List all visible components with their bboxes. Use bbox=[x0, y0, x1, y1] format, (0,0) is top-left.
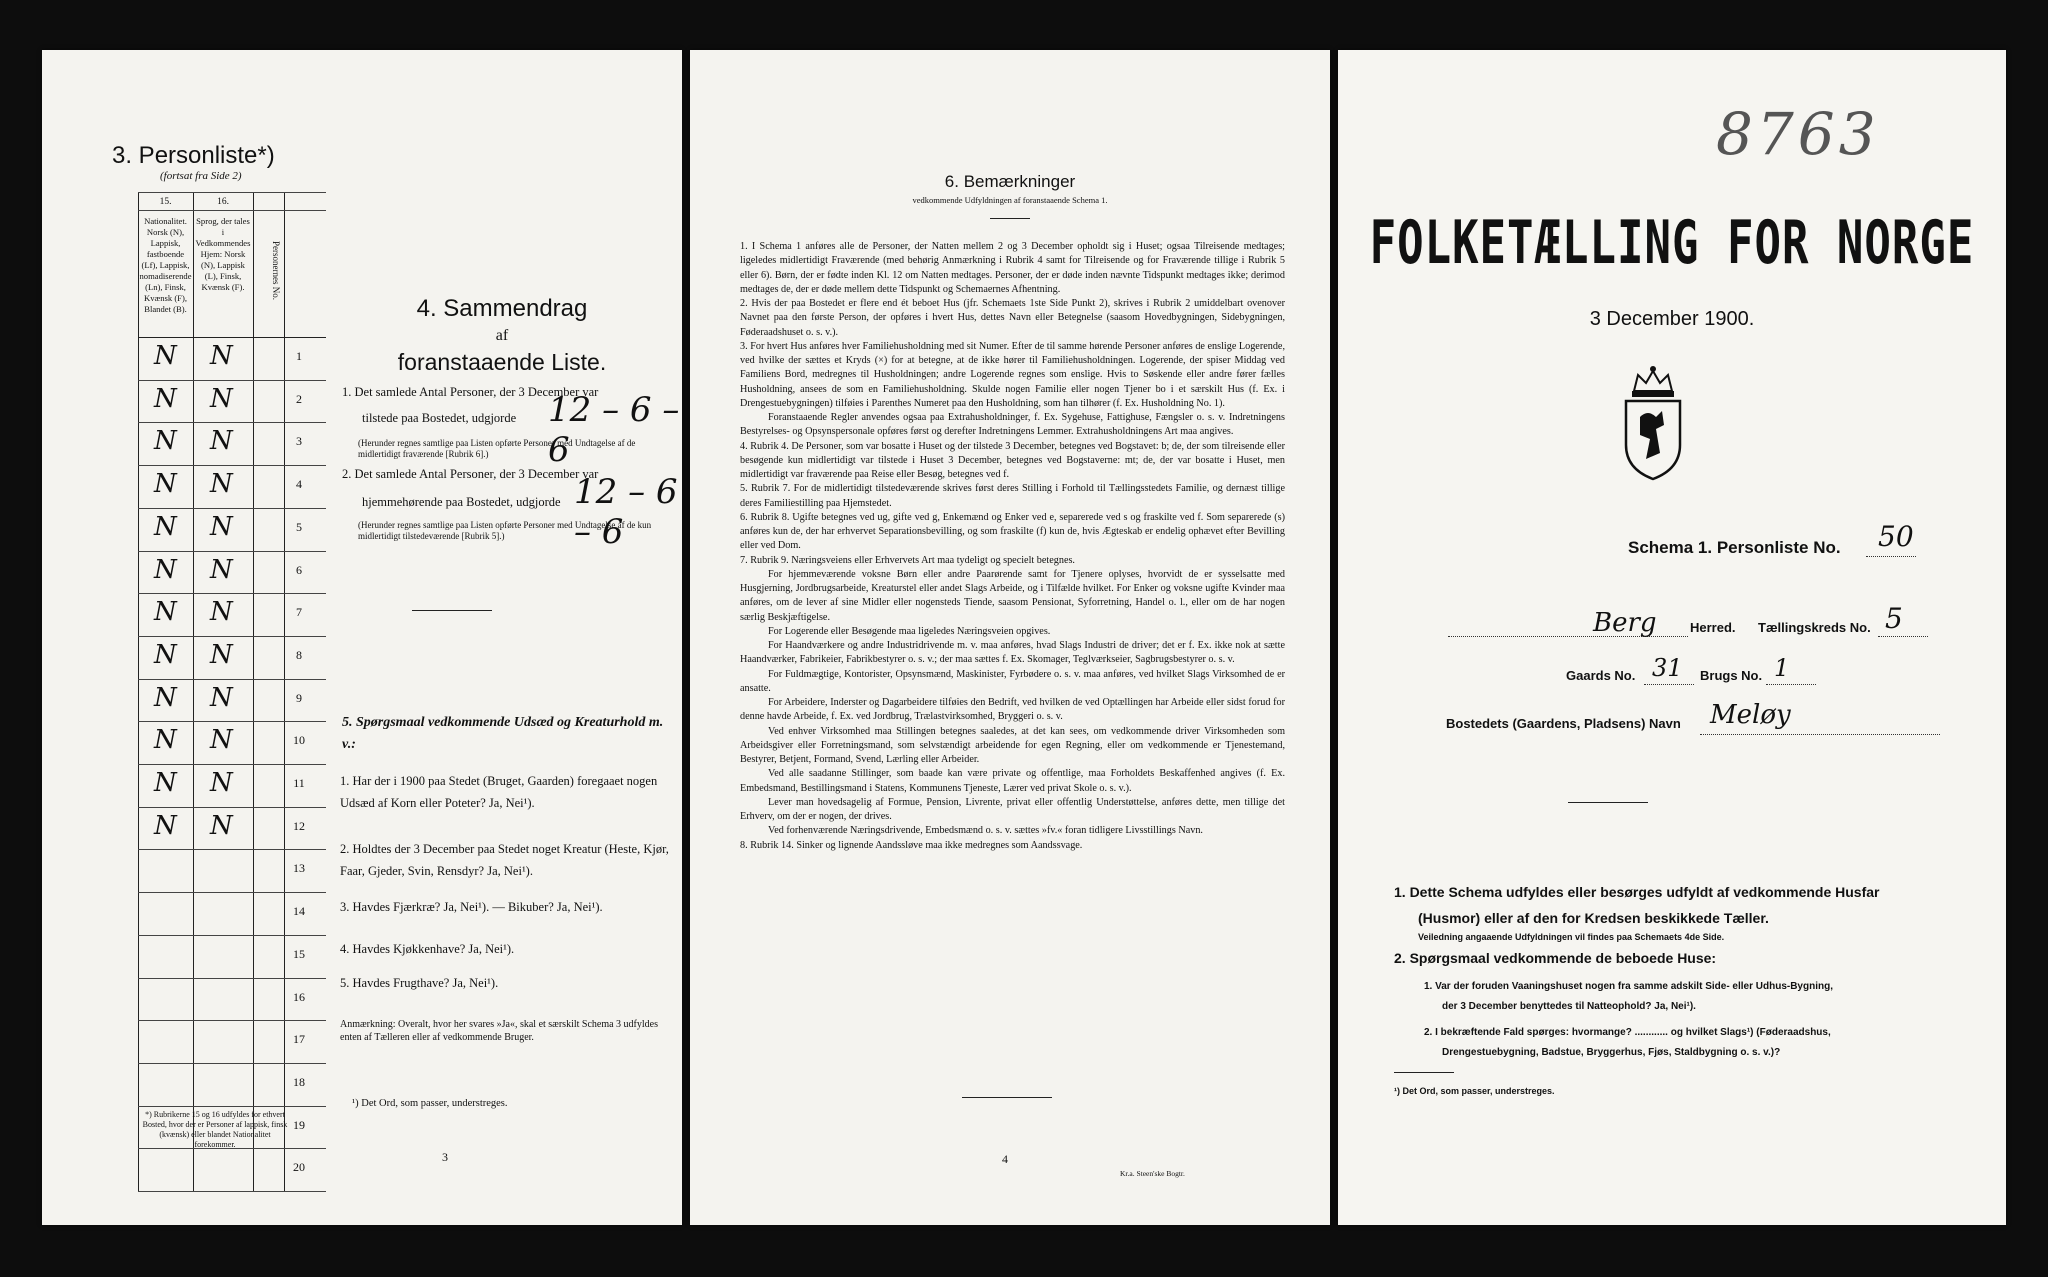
section4-title: 4. Sammendrag bbox=[416, 295, 588, 322]
remark-paragraph: Foranstaaende Regler anvendes ogsaa paa Extrahusholdninger, f. Ex. Sygehuse, Fattighuse, Fængsler o. s. v. Indretningens Bestyrelses- og Opsynspersonale opføres først og derefter Indretningens Lemmer. Extrahusholdningens Art maa angives. bbox=[740, 412, 1285, 438]
remark-paragraph: For Logerende eller Besøgende maa ligeledes Næringsveien opgives. bbox=[768, 625, 1051, 637]
cover-page bbox=[1338, 50, 2006, 1225]
row-number: 6 bbox=[296, 562, 302, 577]
nationality-mark: N bbox=[154, 511, 177, 542]
end-rule bbox=[962, 1097, 1052, 1098]
nationality-mark: N bbox=[154, 639, 177, 670]
archive-number-stamp: 8763 bbox=[1716, 100, 1880, 168]
row-number: 13 bbox=[293, 861, 305, 876]
instruction-2: 2. Spørgsmaal vedkommende de beboede Huse: bbox=[1394, 950, 1717, 966]
remark-paragraph: 3. For hvert Hus anføres hver Familiehusholdning med sit Numer. Efter de til samme hørende Personer anføres de enslige Logerende, ved hvilke der sættes et Kryds (×) for at betegne, at de ikke hører til Familiehusholdningen. Logerende, der spiser Middag ved Familiens Bord, medregnes til Husholdningen; andre Logerende regnes som enslige. Hvis to Søskende eller andre fører fælles Husholdning, ansees de som en Familiehusholdning. Skulde nogen Familie eller nogen Tjener bo i et særskilt Hus (f. Ex. i Drengestuebygningen) tilføies i Parenthes Numeret paa den Husholdning, som han tilhører (f. Ex. Husholdning No. 1). bbox=[740, 340, 1285, 409]
language-mark: N bbox=[210, 383, 233, 414]
language-mark: N bbox=[210, 426, 233, 457]
remarks-title: 6. Bemærkninger bbox=[944, 172, 1076, 191]
question-1: 1. Har der i 1900 paa Stedet (Bruget, Gaarden) foregaaet nogen Udsæd af Korn eller Poteter? Ja, Nei¹). bbox=[340, 774, 658, 810]
row-number: 17 bbox=[293, 1032, 305, 1047]
language-mark: N bbox=[210, 810, 233, 841]
row-number: 18 bbox=[293, 1074, 305, 1089]
remark-paragraph: 6. Rubrik 8. Ugifte betegnes ved ug, gifte ved g, Enkemænd og Enker ved e, separerede ved s og fraskilte ved f. Som separerede (s) anføres kun de, der har erhvervet Separationsbevilling, og som fraskilte (f) kun de, hvis Ægteskab er endelig ophævet efter Bevilling eller ved Dom. bbox=[740, 511, 1285, 552]
kreds-label: Tællingskreds No. bbox=[1758, 620, 1871, 635]
item1-line-a: 1. Det samlede Antal Personer, der 3 December var bbox=[342, 385, 599, 399]
language-mark: N bbox=[210, 511, 233, 542]
question-2: 2. Holdtes der 3 December paa Stedet noget Kreatur (Heste, Kjør, Faar, Gjeder, Svin, Rensdyr? Ja, Nei¹). bbox=[340, 842, 669, 878]
instruction-2-q1b: der 3 December benyttedes til Natteophold? Ja, Nei¹). bbox=[1442, 1001, 1696, 1012]
row-number: 9 bbox=[296, 690, 302, 705]
herred-label: Herred. bbox=[1690, 620, 1736, 635]
remark-paragraph: For Haandværkere og andre Industridrivende m. v. maa anføres, hvad Slags Industri de driver; det er f. Ex. ikke nok at sætte Haandværker, Fabrikeier, Fabrikbestyrer o. s. v.; der maa sættes f. Ex. Skomager, Teglværkseier, Sagbrugsbestyrer o. s. v. bbox=[740, 640, 1285, 666]
section5-title: 5. Spørgsmaal vedkommende Udsæd og Kreaturhold m. v.: bbox=[342, 715, 664, 752]
printer-note: Kr.a. Steen'ske Bogtr. bbox=[1120, 1169, 1185, 1178]
language-mark: N bbox=[210, 554, 233, 585]
page-number: 4 bbox=[1002, 1152, 1008, 1166]
row-number: 2 bbox=[296, 391, 302, 406]
anmaerkning: Anmærkning: Overalt, hvor her svares »Ja«, skal et særskilt Schema 3 udfyldes enten af Tælleren eller af vedkommende Bruger. bbox=[340, 1019, 658, 1043]
remark-paragraph: 7. Rubrik 9. Næringsveiens eller Erhvervets Art maa tydeligt og specielt betegnes. bbox=[740, 554, 1075, 566]
item1-line-b: tilstede paa Bostedet, udgjorde bbox=[362, 411, 517, 425]
norway-coat-of-arms-icon bbox=[1616, 365, 1690, 483]
language-mark: N bbox=[210, 768, 233, 798]
language-mark: N bbox=[210, 639, 233, 670]
gaards-number-value: 31 bbox=[1652, 654, 1683, 682]
item2-note: (Herunder regnes samtlige paa Listen opførte Personer med Undtagelse af de kun midlertidigt tilstedeværende [Rubrik 5].) bbox=[358, 520, 652, 541]
remark-paragraph: 5. Rubrik 7. For de midlertidigt tilstedeværende skrives først deres Stilling i Forhold til Tællingsstedets Familie, og dernæst tillige deres Familiestilling paa Hjemstedet. bbox=[740, 483, 1285, 509]
row-number: 10 bbox=[293, 733, 305, 748]
row-number: 16 bbox=[293, 989, 305, 1004]
instruction-1b: (Husmor) eller af den for Kredsen beskikkede Tæller. bbox=[1418, 910, 1769, 926]
nationality-mark: N bbox=[154, 725, 177, 756]
language-mark: N bbox=[210, 341, 233, 371]
remarks-subtitle: vedkommende Udfyldningen af foranstaaende Schema 1. bbox=[912, 195, 1108, 205]
remark-paragraph: For Arbeidere, Inderster og Dagarbeidere tilføies den Bedrift, ved hvilken de ved Optællingen har Arbeide eller sidst forud for denne havde Arbeide, f. Ex. ved Jordbrug, Trælastvirksomhed, Bryggeri o. s. v. bbox=[740, 697, 1285, 723]
row-number: 20 bbox=[293, 1160, 305, 1175]
remark-paragraph: 4. Rubrik 4. De Personer, som var bosatte i Huset og der tilstede 3 December, betegnes ved Bogstavet: b; de, der som tilreisende eller besøgende kun midlertidigt var tilstede i Huset 3 December, betegnes ved Bogstaverne: mt; de, der var bosatte i Huset, men midlertidigt var fraværende paa Reise eller Besøg, betegnes ved f. bbox=[740, 440, 1285, 480]
gaards-label: Gaards No. bbox=[1566, 668, 1636, 683]
item2-line-b: hjemmehørende paa Bostedet, udgjorde bbox=[362, 495, 561, 509]
remark-paragraph: Ved forhenværende Næringsdrivende, Embedsmænd o. s. v. sættes »fv.« foran tidligere Livsstillings Navn. bbox=[768, 825, 1203, 837]
section4-heading bbox=[352, 295, 652, 376]
col16-number: 16. bbox=[217, 197, 229, 207]
remark-paragraph: 1. I Schema 1 anføres alle de Personer, der Natten mellem 2 og 3 December opholdt sig i Huset; ogsaa Tilreisende medtages; ligeledes midlertidigt Fraværende (med behørig Anmærkning i Rubrik 4 samt for Tilreisende og for Fraværende tillige i Rubrik 5 eller 6). Børn, der er fødte inden Kl. 12 om Natten medtages. Personer, der er døde inden nævnte Tidspunkt medtages ikke; derimod medtages de, der er døde mellem dette Tidspunkt og Schemaernes Afhentning. bbox=[740, 241, 1285, 295]
remark-paragraph: For Fuldmægtige, Kontorister, Opsynsmænd, Maskinister, Fyrbødere o. s. v. maa anføres, ved hvilket Slags Virksomhed de er ansatte. bbox=[740, 668, 1285, 694]
remark-paragraph: 8. Rubrik 14. Sinker og lignende Aandssløve maa ikke medregnes som Aandssvage. bbox=[740, 839, 1083, 851]
col16-header: Sprog, der tales i Vedkommendes Hjem: Norsk (N), Lappisk (L), Finsk, Kvænsk (F). bbox=[195, 216, 251, 292]
nationality-mark: N bbox=[154, 554, 177, 585]
census-title: FOLKETÆLLING FOR NORGE bbox=[1369, 209, 1975, 278]
nationality-mark: N bbox=[154, 768, 177, 798]
remarks-text bbox=[740, 240, 1285, 853]
remark-paragraph: Lever man hovedsagelig af Formue, Pension, Livrente, privat eller offentlig Understøttelse, anføres dette, men tillige det Erhverv, om der er nogen, der drives. bbox=[740, 796, 1285, 822]
table-footnote: *) Rubrikerne 15 og 16 udfyldes for ethvert Bosted, hvor der er Personer af lappisk, finsk (kvænsk) eller blandet Nationalitet forekommer. bbox=[142, 1110, 288, 1149]
remark-paragraph: For hjemmeværende voksne Børn eller andre Paarørende samt for Tjenere oplyses, hvorvidt de er sysselsatte med Husgjerning, Jordbrugsarbeide, Kreaturstel eller andet Slags Arbeide, og i Tilfælde hvilket. For Enker og voksne ugifte Kvinder maa anføres, om de lever af sine Midler eller nogensteds Tiende, saasom Pensionat, Syforretning, Handel o. l., eller om de har nogen særlig Beskjæftigelse. bbox=[740, 568, 1285, 623]
nationality-mark: N bbox=[154, 469, 177, 500]
persons-no-header: Personernes No. bbox=[271, 240, 281, 300]
remark-paragraph: Ved alle saadanne Stillinger, som baade kan være private og offentlige, maa Forholdets Beskaffenhed angives (f. Ex. Embedsmand, Bestillingsmand i Statens, Kommunens Tjeneste, Lærer ved privat Skole o. s. v.). bbox=[740, 768, 1285, 794]
item2-handwritten-value: 12 – 6 – 6 bbox=[574, 472, 678, 552]
row-number: 12 bbox=[293, 818, 305, 833]
nationality-table bbox=[138, 192, 326, 1192]
col15-number: 15. bbox=[159, 197, 172, 207]
language-mark: N bbox=[210, 682, 233, 713]
item1-handwritten-value: 12 – 6 – 6 bbox=[548, 390, 680, 470]
divider bbox=[1568, 802, 1648, 803]
question-5: 5. Havdes Frugthave? Ja, Nei¹). bbox=[340, 976, 499, 990]
page-number: 3 bbox=[442, 1150, 448, 1164]
row-number: 19 bbox=[293, 1117, 305, 1132]
nationality-mark: N bbox=[154, 597, 177, 628]
census-date: 3 December 1900. bbox=[1589, 308, 1755, 330]
question-4: 4. Havdes Kjøkkenhave? Ja, Nei¹). bbox=[340, 942, 515, 956]
middle-page bbox=[690, 50, 1330, 1225]
instruction-1c: Veiledning angaaende Udfyldningen vil findes paa Schemaets 4de Side. bbox=[1418, 932, 1725, 942]
kreds-number-value: 5 bbox=[1885, 602, 1903, 635]
instruction-1a: 1. Dette Schema udfyldes eller besørges udfyldt af vedkommende Husfar bbox=[1394, 884, 1880, 900]
row-number: 3 bbox=[296, 434, 302, 449]
title-rule bbox=[990, 218, 1030, 219]
bosted-value: Meløy bbox=[1710, 700, 1791, 730]
section4-subtitle: foranstaaende Liste. bbox=[397, 349, 607, 375]
schema-label: Schema 1. Personliste No. bbox=[1628, 538, 1841, 557]
row-number: 11 bbox=[293, 776, 305, 790]
instruction-2-q1a: 1. Var der foruden Vaaningshuset nogen fra samme adskilt Side- eller Udhus-Bygning, bbox=[1424, 981, 1833, 992]
herred-value: Berg bbox=[1593, 608, 1657, 638]
brugs-label: Brugs No. bbox=[1700, 668, 1763, 683]
nationality-mark: N bbox=[154, 341, 177, 371]
divider bbox=[412, 610, 492, 611]
question-3: 3. Havdes Fjærkræ? Ja, Nei¹). — Bikuber? Ja, Nei¹). bbox=[340, 900, 603, 914]
brugs-number-value: 1 bbox=[1774, 654, 1790, 682]
nationality-mark: N bbox=[154, 682, 177, 713]
remark-paragraph: 2. Hvis der paa Bostedet er flere end ét beboet Hus (jfr. Schemaets 1ste Side Punkt 2), skrives i Rubrik 2 umiddelbart ovenover Navnet paa den første Person, der opføres i hvert Hus, dettes Navn eller Betegnelse (saasom Hovedbygningen, Sidebygningen, Føderaadshuset o. s. v.). bbox=[740, 298, 1285, 338]
row-number: 8 bbox=[296, 647, 302, 662]
item1-note: (Herunder regnes samtlige paa Listen opførte Personer med Undtagelse af de midlertidigt fraværende [Rubrik 6].) bbox=[358, 438, 636, 459]
col15-header: Nationalitet. Norsk (N), Lappisk, fastboende (Lf), Lappisk, nomadiserende (Ln), Finsk, Kvænsk (F), Blandet (B). bbox=[139, 216, 192, 314]
row-number: 15 bbox=[293, 946, 305, 961]
bosted-label: Bostedets (Gaardens, Pladsens) Navn bbox=[1446, 716, 1681, 731]
row-number: 5 bbox=[296, 519, 302, 534]
left-page bbox=[42, 50, 682, 1225]
schema-number-value: 50 bbox=[1878, 520, 1914, 553]
nationality-mark: N bbox=[154, 426, 177, 457]
footnote: ¹) Det Ord, som passer, understreges. bbox=[352, 1098, 508, 1109]
personliste-subtitle: (fortsat fra Side 2) bbox=[160, 170, 242, 182]
personliste-title: 3. Personliste*) bbox=[112, 142, 275, 169]
row-number: 14 bbox=[293, 904, 305, 919]
row-number: 4 bbox=[296, 477, 302, 492]
cover-footnote: ¹) Det Ord, som passer, understreges. bbox=[1394, 1086, 1555, 1096]
nationality-mark: N bbox=[154, 810, 177, 841]
item2-line-a: 2. Det samlede Antal Personer, der 3 December var bbox=[342, 467, 599, 481]
language-mark: N bbox=[210, 725, 233, 756]
row-number: 1 bbox=[296, 349, 302, 363]
nationality-mark: N bbox=[154, 383, 177, 414]
language-mark: N bbox=[210, 469, 233, 500]
language-mark: N bbox=[210, 597, 233, 628]
instruction-2-q2a: 2. I bekræftende Fald spørges: hvormange? ............ og hvilket Slags¹) (Føderaadshus, bbox=[1424, 1027, 1831, 1038]
row-number: 7 bbox=[296, 605, 302, 620]
instruction-2-q2b: Drengestuebygning, Badstue, Bryggerhus, Fjøs, Staldbygning o. s. v.)? bbox=[1442, 1047, 1781, 1058]
section4-of: af bbox=[495, 327, 509, 344]
remark-paragraph: Ved enhver Virksomhed maa Stillingen betegnes saaledes, at det kan sees, om vedkommende driver Virksomheden som Arbeidsgiver eller Forretningsmand, som selvstændigt arbeidende for egen Regning, eller om vedkommende er Tjenestemand, Bestyrer, Betjent, Formand, Svend, Lærling eller Arbeider. bbox=[740, 725, 1285, 765]
